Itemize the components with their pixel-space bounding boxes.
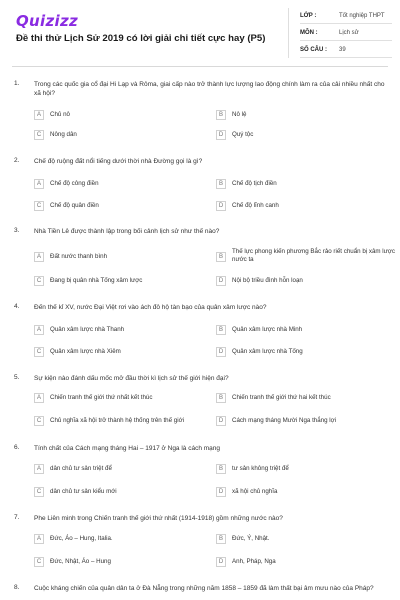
option-c[interactable] [34,414,209,428]
question-text: Nhà Tiền Lê được thành lập trong bối cảnh lịch sử như thế nào? [34,228,220,235]
meta-value: 39 [339,47,346,53]
option-a[interactable] [34,462,204,476]
option-text: dân chủ tư sản triệt để [50,465,112,472]
option-text: Chiến tranh thế giới thứ nhất kết thúc [50,394,153,401]
option-text: Đức, Áo – Hung, Italia. [50,535,113,542]
option-letter: C [34,201,44,211]
meta-underline [300,57,392,58]
option-letter: C [34,347,44,357]
question-text: Chế độ ruộng đất nổi tiếng dưới thời nhà Đường gọi là gì? [34,158,203,165]
option-d[interactable] [216,414,386,428]
option-a[interactable] [34,532,204,546]
question-text: Cuộc kháng chiến của quân dân ta ở Đà Nẵng trong những năm 1858 – 1859 đã làm thất bại âm mưu nào của Pháp? [34,585,374,592]
question-text: Tính chất của Cách mạng tháng Hai – 1917 ở Nga là cách mạng [34,445,221,452]
header-rule [12,66,388,67]
meta-value: Tốt nghiệp THPT [339,13,385,19]
option-c[interactable] [34,485,204,499]
option-letter: C [34,557,44,567]
option-d[interactable] [216,128,386,142]
option-letter: C [34,130,44,140]
option-a[interactable] [34,250,204,264]
meta-question-count [300,42,392,58]
option-d[interactable] [216,274,386,288]
option-d[interactable] [216,345,386,359]
option-text: Thế lực phong kiến phương Bắc rảo riết chuẩn bị xâm lược nước ta [232,248,395,263]
option-letter: A [34,464,44,474]
option-a[interactable] [34,391,209,405]
option-a[interactable] [34,108,204,122]
option-d[interactable] [216,485,386,499]
option-a[interactable] [34,323,204,337]
option-text: Chế độ tịch điền [232,180,277,187]
option-b[interactable] [216,177,386,191]
meta-label: LỚP : [300,13,317,19]
option-letter: B [216,325,226,335]
option-letter: A [34,325,44,335]
option-letter: D [216,130,226,140]
meta-label: MÔN : [300,30,318,36]
question-text: Sự kiện nào đánh dấu mốc mở đầu thời kì lịch sử thế giới hiện đại? [34,375,229,382]
option-c[interactable] [34,555,204,569]
option-letter: B [216,179,226,189]
option-letter: A [34,110,44,120]
option-letter: D [216,416,226,426]
question-number: 1. [14,80,20,87]
meta-subject [300,25,392,41]
option-b[interactable] [216,391,386,405]
option-text: Chế độ công điền [50,180,99,187]
option-text: xã hội chủ nghĩa [232,488,278,495]
meta-class [300,8,392,24]
option-d[interactable] [216,199,386,213]
option-letter: A [34,252,44,262]
option-letter: B [216,110,226,120]
question-number: 7. [14,514,20,521]
option-text: Quý tộc [232,131,254,138]
option-text: Chế độ quân điền [50,202,99,209]
option-b[interactable] [216,323,386,337]
option-text: Anh, Pháp, Nga [232,558,276,565]
option-text: dân chủ tư sản kiểu mới [50,488,117,495]
option-letter: B [216,393,226,403]
question-number: 2. [14,157,20,164]
question-text: Trong các quốc gia cổ đại Hi Lạp và Rôma, giai cấp nào trở thành lực lượng lao động chính làm ra của cải nhiều nhất cho xã hội? [34,81,385,97]
option-letter: D [216,347,226,357]
option-b[interactable] [216,248,395,264]
option-a[interactable] [34,177,204,191]
option-letter: B [216,464,226,474]
option-c[interactable] [34,128,204,142]
option-d[interactable] [216,555,386,569]
option-text: Chế độ lĩnh canh [232,202,279,209]
header-divider [288,8,289,58]
question-number: 4. [14,303,20,310]
question-number: 3. [14,227,20,234]
question-number: 6. [14,444,20,451]
option-letter: D [216,557,226,567]
worksheet-title: Đề thi thử Lịch Sử 2019 có lời giải chi tiết cực hay (P5) [16,33,266,44]
option-text: Quân xâm lược nhà Thanh [50,326,125,333]
option-letter: A [34,534,44,544]
meta-underline [300,40,392,41]
option-text: Chiến tranh thế giới thứ hai kết thúc [232,394,331,401]
option-text: Nội bộ triều đình hỗn loạn [232,277,303,284]
option-text: Đất nước thanh bình [50,253,108,260]
question-number: 8. [14,584,20,591]
option-b[interactable] [216,108,386,122]
question-text: Phe Liên minh trong Chiến tranh thế giới thứ nhất (1914-1918) gồm những nước nào? [34,515,283,522]
option-text: Chủ nghĩa xã hội trở thành hệ thống trên thế giới [50,417,185,424]
option-text: Quân xâm lược nhà Xiêm [50,348,121,355]
option-c[interactable] [34,345,204,359]
option-letter: A [34,179,44,189]
option-text: Chủ nô [50,111,70,118]
option-letter: D [216,201,226,211]
option-text: Đức, Ý, Nhật. [232,535,270,542]
option-c[interactable] [34,274,204,288]
option-letter: A [34,393,44,403]
option-letter: D [216,276,226,286]
meta-value: Lịch sử [339,30,359,36]
meta-underline [300,23,392,24]
option-b[interactable] [216,532,386,546]
worksheet-header [0,0,400,66]
quizizz-logo: Quizizz [16,12,79,30]
option-letter: B [216,252,226,262]
question-number: 5. [14,374,20,381]
option-text: Quân xâm lược nhà Minh [232,326,303,333]
option-text: Cách mạng tháng Mười Nga thắng lợi [232,417,337,424]
meta-label: SỐ CÂU : [300,47,327,53]
option-letter: C [34,416,44,426]
option-text: Đang bị quân nhà Tống xâm lược [50,277,143,284]
option-text: Nô lệ [232,111,247,118]
option-letter: C [34,487,44,497]
option-text: Quân xâm lược nhà Tống [232,348,303,355]
option-b[interactable] [216,462,386,476]
question-text: Đến thế kỉ XV, nước Đại Việt rơi vào ách đô hộ tàn bạo của quân xâm lược nào? [34,304,267,311]
option-letter: C [34,276,44,286]
option-text: Nông dân [50,131,77,138]
option-letter: D [216,487,226,497]
option-text: Đức, Nhật, Áo – Hung [50,558,111,565]
option-c[interactable] [34,199,204,213]
option-text: tư sản không triệt để [232,465,289,472]
option-letter: B [216,534,226,544]
